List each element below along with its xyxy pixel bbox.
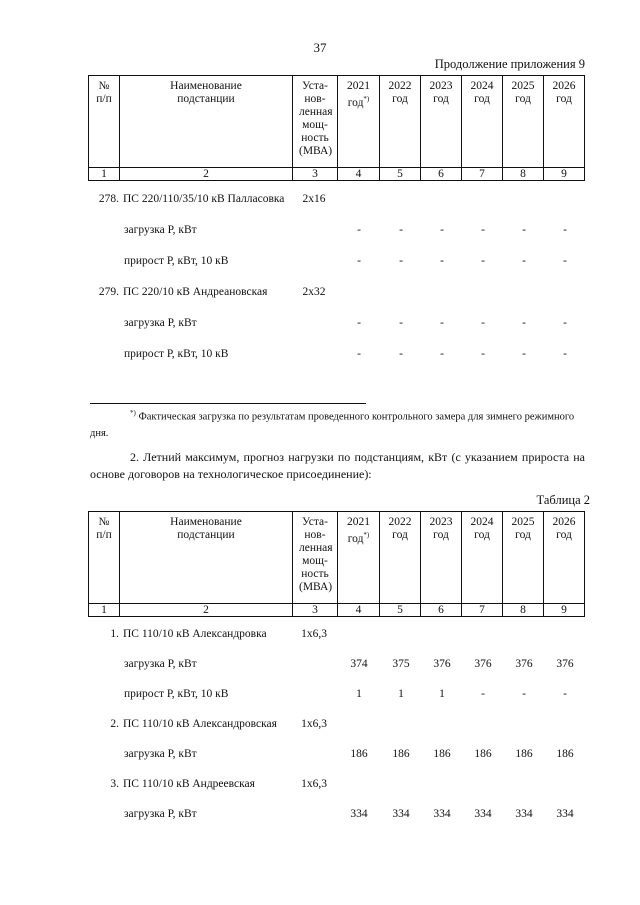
value-cell: 376 xyxy=(474,658,492,670)
header-year: 2022 год xyxy=(380,512,421,604)
value-cell: 186 xyxy=(474,748,492,760)
col-number: 2 xyxy=(120,168,293,181)
value-cell: - xyxy=(563,688,567,700)
table-row xyxy=(88,658,584,680)
table-row xyxy=(88,255,584,277)
value-cell: - xyxy=(481,317,485,329)
header-year: 2025 год xyxy=(503,76,544,168)
table2-label: Таблица 2 xyxy=(536,493,590,507)
table-row xyxy=(88,748,584,770)
capacity-cell: 2x16 xyxy=(302,193,326,205)
header-year: 2024 год xyxy=(462,512,503,604)
value-cell: 334 xyxy=(515,808,533,820)
header-year-2021 xyxy=(338,512,380,604)
value-cell: - xyxy=(357,255,361,267)
value-cell: 186 xyxy=(515,748,533,760)
row-number: 3. xyxy=(110,778,119,790)
value-cell: - xyxy=(399,224,403,236)
value-cell: 334 xyxy=(556,808,574,820)
table-row xyxy=(88,718,584,740)
row-label: загрузка Р, кВт xyxy=(124,658,197,670)
col-number: 8 xyxy=(503,604,544,617)
header-capacity: Уста- нов- ленная мощ- ность (МВА) xyxy=(293,76,338,168)
value-cell: 186 xyxy=(350,748,368,760)
value-cell: - xyxy=(357,348,361,360)
value-cell: - xyxy=(522,348,526,360)
section-paragraph xyxy=(90,449,585,483)
table-row xyxy=(88,317,584,339)
substation-name: ПС 110/10 кВ Александровская xyxy=(123,718,277,730)
footnote-mark: *) xyxy=(363,531,370,539)
value-cell: - xyxy=(399,348,403,360)
value-cell: - xyxy=(440,224,444,236)
header-num: № п/п xyxy=(89,512,120,604)
value-cell: 186 xyxy=(433,748,451,760)
value-cell: - xyxy=(522,224,526,236)
value-cell: - xyxy=(563,255,567,267)
col-number: 7 xyxy=(462,168,503,181)
value-cell: - xyxy=(481,255,485,267)
header-name: Наименование подстанции xyxy=(120,76,293,168)
value-cell: 334 xyxy=(433,808,451,820)
table-row xyxy=(88,193,584,215)
col-number: 5 xyxy=(380,168,421,181)
header-capacity: Уста- нов- ленная мощ- ность (МВА) xyxy=(293,512,338,604)
col-number: 1 xyxy=(89,168,120,181)
value-cell: - xyxy=(522,688,526,700)
header-year: 2022 год xyxy=(380,76,421,168)
row-number: 278. xyxy=(98,193,119,205)
value-cell: - xyxy=(522,255,526,267)
col-number: 3 xyxy=(293,604,338,617)
col-number: 7 xyxy=(462,604,503,617)
row-label: прирост Р, кВт, 10 кВ xyxy=(124,348,229,360)
row-label: прирост Р, кВт, 10 кВ xyxy=(124,688,229,700)
value-cell: 186 xyxy=(556,748,574,760)
value-cell: 334 xyxy=(350,808,368,820)
header-year: 2023 год xyxy=(421,512,462,604)
value-cell: 376 xyxy=(515,658,533,670)
capacity-cell: 1x6,3 xyxy=(301,718,327,730)
footnote-mark: *) xyxy=(130,409,136,417)
header-year: 2025 год xyxy=(503,512,544,604)
value-cell: 376 xyxy=(433,658,451,670)
col-number: 1 xyxy=(89,604,120,617)
value-cell: - xyxy=(522,317,526,329)
col-number: 8 xyxy=(503,168,544,181)
value-cell: - xyxy=(481,224,485,236)
col-number: 6 xyxy=(421,604,462,617)
value-cell: 334 xyxy=(474,808,492,820)
capacity-cell: 2x32 xyxy=(302,286,326,298)
capacity-cell: 1x6,3 xyxy=(301,778,327,790)
footnote xyxy=(90,405,585,442)
value-cell: - xyxy=(563,348,567,360)
substation-name: ПС 110/10 кВ Андреевская xyxy=(123,778,255,790)
row-number: 279. xyxy=(98,286,119,298)
substation-name: ПС 220/10 кВ Андреановская xyxy=(123,286,268,298)
header-year: 2024 год xyxy=(462,76,503,168)
value-cell: 376 xyxy=(556,658,574,670)
col-number: 4 xyxy=(338,604,380,617)
value-cell: 1 xyxy=(439,688,445,700)
year-2021-text: 2021 год xyxy=(347,516,370,545)
col-number: 9 xyxy=(544,168,585,181)
col-number: 6 xyxy=(421,168,462,181)
value-cell: - xyxy=(481,348,485,360)
header-year-2021 xyxy=(338,76,380,168)
value-cell: - xyxy=(481,688,485,700)
col-number: 3 xyxy=(293,168,338,181)
table-row xyxy=(88,688,584,710)
value-cell: - xyxy=(357,224,361,236)
table-row xyxy=(88,808,584,830)
value-cell: - xyxy=(563,317,567,329)
substation-name: ПС 110/10 кВ Александровка xyxy=(123,628,267,640)
value-cell: - xyxy=(399,255,403,267)
page-number: 37 xyxy=(313,40,327,55)
footnote-mark: *) xyxy=(363,95,370,103)
paragraph-text: 2. Летний максимум, прогноз нагрузки по подстанциям, кВт (с указанием прироста на основе договоров на технологическое присоединение): xyxy=(90,450,585,481)
row-label: загрузка Р, кВт xyxy=(124,808,197,820)
capacity-cell: 1x6,3 xyxy=(301,628,327,640)
col-number: 2 xyxy=(120,604,293,617)
row-label: загрузка Р, кВт xyxy=(124,224,197,236)
table2-header xyxy=(88,511,585,617)
row-label: загрузка Р, кВт xyxy=(124,748,197,760)
value-cell: - xyxy=(357,317,361,329)
substation-name: ПС 220/110/35/10 кВ Палласовка xyxy=(123,193,285,205)
row-number: 1. xyxy=(110,628,119,640)
value-cell: 1 xyxy=(356,688,362,700)
table-row xyxy=(88,628,584,650)
row-label: загрузка Р, кВт xyxy=(124,317,197,329)
table-row xyxy=(88,224,584,246)
header-year: 2026 год xyxy=(544,512,585,604)
value-cell: 334 xyxy=(392,808,410,820)
value-cell: - xyxy=(440,317,444,329)
col-number: 4 xyxy=(338,168,380,181)
footnote-divider xyxy=(90,403,366,404)
header-num: № п/п xyxy=(89,76,120,168)
value-cell: - xyxy=(563,224,567,236)
header-name: Наименование подстанции xyxy=(120,512,293,604)
value-cell: - xyxy=(440,255,444,267)
row-number: 2. xyxy=(110,718,119,730)
col-number: 5 xyxy=(380,604,421,617)
header-year: 2026 год xyxy=(544,76,585,168)
value-cell: 375 xyxy=(392,658,410,670)
footnote-text: Фактическая загрузка по результатам проведенного контрольного замера для зимнего режимного дня. xyxy=(90,411,575,439)
year-2021-text: 2021 год xyxy=(347,80,370,109)
table-row xyxy=(88,286,584,308)
value-cell: 374 xyxy=(350,658,368,670)
table-row xyxy=(88,778,584,800)
table1-header xyxy=(88,75,585,181)
value-cell: 186 xyxy=(392,748,410,760)
row-label: прирост Р, кВт, 10 кВ xyxy=(124,255,229,267)
value-cell: - xyxy=(399,317,403,329)
value-cell: 1 xyxy=(398,688,404,700)
table-row xyxy=(88,348,584,370)
value-cell: - xyxy=(440,348,444,360)
continuation-note: Продолжение приложения 9 xyxy=(434,57,585,71)
header-year: 2023 год xyxy=(421,76,462,168)
col-number: 9 xyxy=(544,604,585,617)
